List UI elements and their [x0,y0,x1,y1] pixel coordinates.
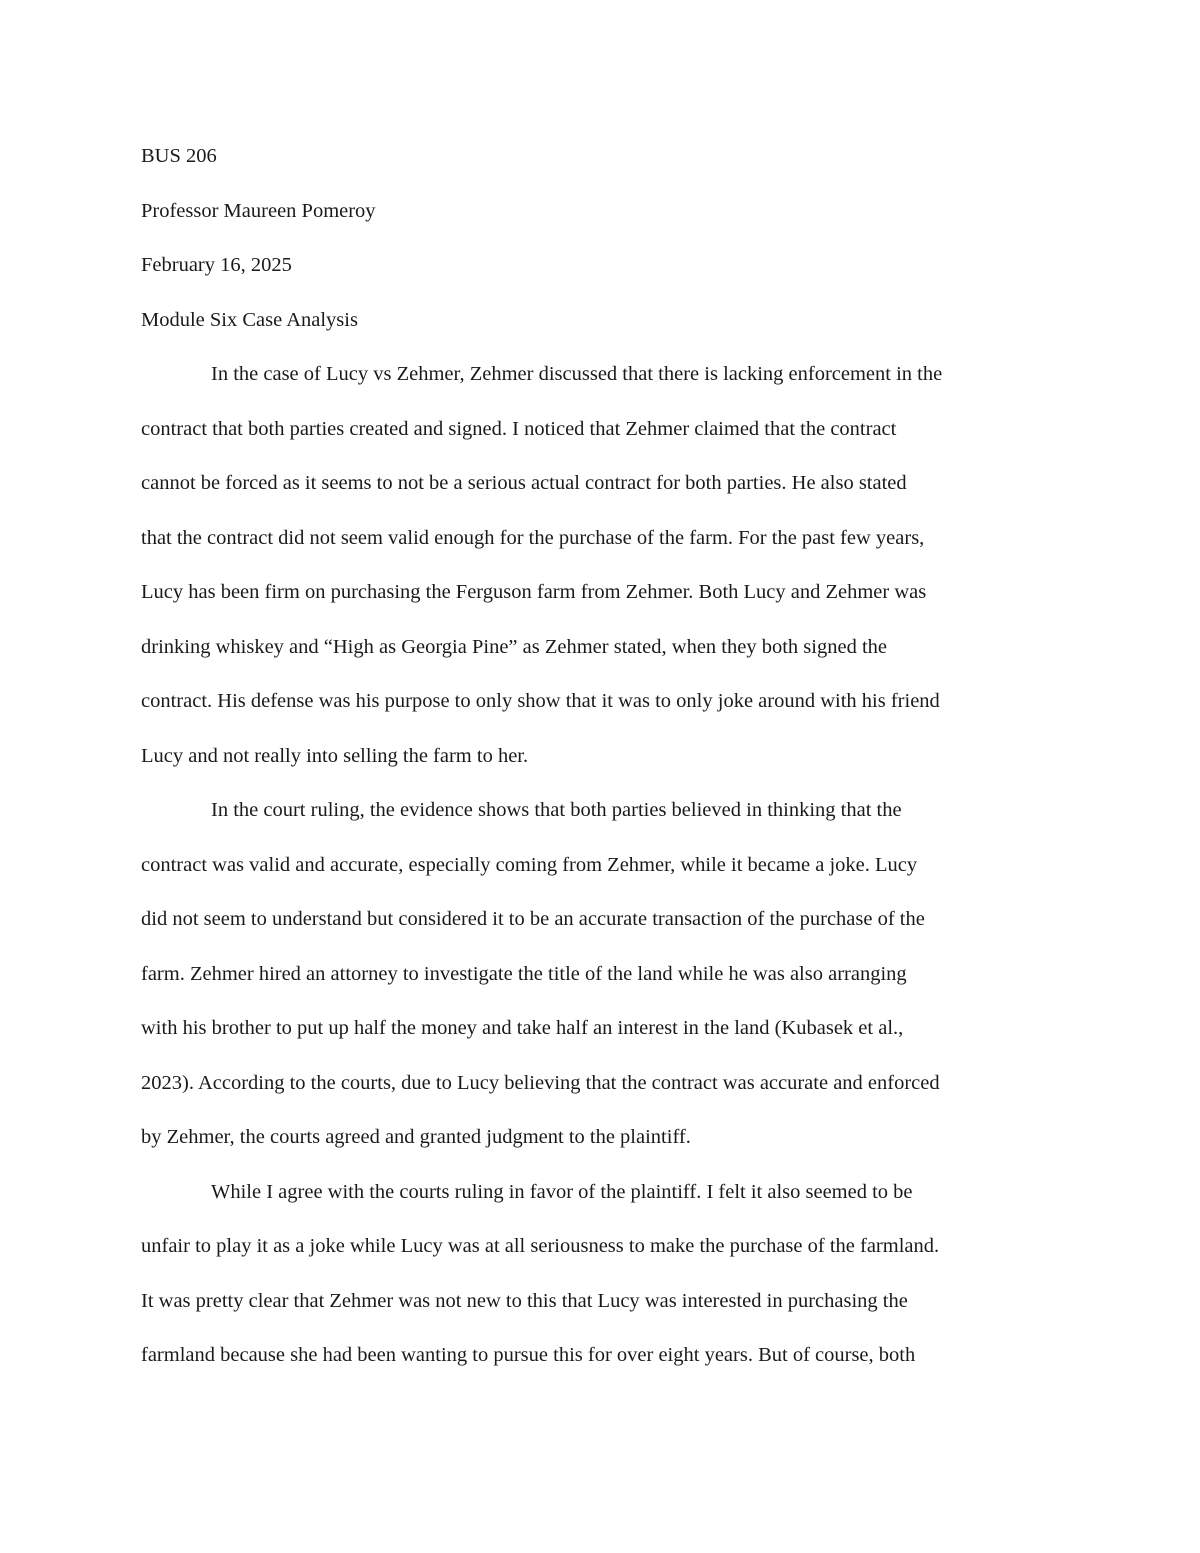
text-line: with his brother to put up half the money and take half an interest in the land (Kubasek et al., [141,1017,904,1039]
text-line: contract that both parties created and signed. I noticed that Zehmer claimed that the contract [141,417,897,440]
paragraph-3 [141,1173,1061,1391]
text-line: In the court ruling, the evidence shows that both parties believed in thinking that the [211,799,902,821]
paragraph-1 [141,355,1061,791]
text-line: by Zehmer, the courts agreed and granted judgment to the plaintiff. [141,1126,691,1148]
text-line: farmland because she had been wanting to pursue this for over eight years. But of course, both [141,1344,916,1366]
text-line: did not seem to understand but considered it to be an accurate transaction of the purchase of the [141,908,925,930]
text-line: In the case of Lucy vs Zehmer, Zehmer discussed that there is lacking enforcement in the [211,363,943,385]
text-line: contract was valid and accurate, especially coming from Zehmer, while it became a joke. Lucy [141,853,918,876]
text-line: 2023). According to the courts, due to Lucy believing that the contract was accurate and enforced [141,1071,940,1094]
text-line: that the contract did not seem valid enough for the purchase of the farm. For the past few years, [141,526,925,549]
text-line: It was pretty clear that Zehmer was not new to this that Lucy was interested in purchasing the [141,1289,908,1312]
text-line: contract. His defense was his purpose to only show that it was to only joke around with his friend [141,690,940,712]
text-line: Lucy and not really into selling the farm to her. [141,744,529,767]
date-line: February 16, 2025 [141,254,292,276]
text-line: Lucy has been firm on purchasing the Ferguson farm from Zehmer. Both Lucy and Zehmer was [141,581,927,603]
text-line: While I agree with the courts ruling in favor of the plaintiff. I felt it also seemed to be [211,1180,913,1203]
text-line: cannot be forced as it seems to not be a serious actual contract for both parties. He also stated [141,472,907,494]
text-line: unfair to play it as a joke while Lucy was at all seriousness to make the purchase of the farmland. [141,1235,940,1257]
course-line: BUS 206 [141,145,217,167]
document-body [141,137,1061,1391]
text-line: drinking whiskey and “High as Georgia Pine” as Zehmer stated, when they both signed the [141,635,887,658]
paragraph-2 [141,791,1061,1173]
document-title: Module Six Case Analysis [141,308,358,331]
professor-line: Professor Maureen Pomeroy [141,199,376,222]
text-line: farm. Zehmer hired an attorney to investigate the title of the land while he was also arranging [141,962,907,985]
